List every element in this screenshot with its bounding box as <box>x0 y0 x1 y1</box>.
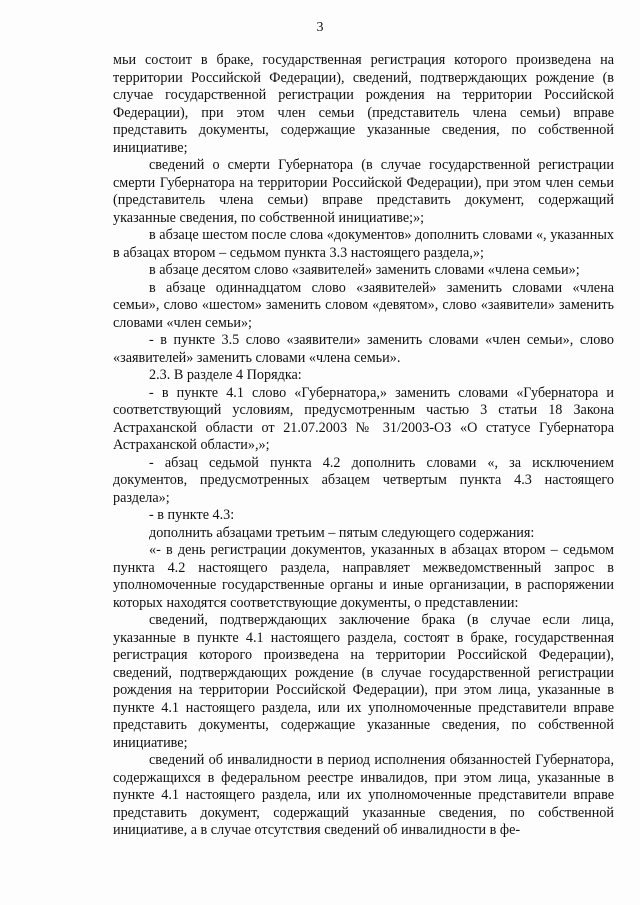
paragraph-point-4-2: - абзац седьмой пункта 4.2 дополнить словами «, за исключением документов, предусмотренных абзацем четвертым пункта 4.3 настоящего раздела»; <box>113 454 614 506</box>
paragraph-add-abzacs: дополнить абзацами третьим – пятым следующего содержания: <box>149 524 535 541</box>
paragraph-abzac-sixth: в абзаце шестом после слова «документов» дополнить словами «, указанных в абзацах втором – седьмом пункта 3.3 настоящего раздела,»; <box>113 227 614 261</box>
paragraph-point-4-1: - в пункте 4.1 слово «Губернатора,» заменить словами «Губернатора и соответствующий условиям, предусмотренным частью 3 статьи 18 Закона Астраханской области от 21.07.2003 № 31/2003-ОЗ «О статусе Губернатора Астраханской области»,»; <box>113 384 614 453</box>
paragraph-point-4-3: - в пункте 4.3: <box>149 507 235 523</box>
paragraph-marriage-info: сведений, подтверждающих заключение брака (в случае если лица, указанные в пункте 4.1 настоящего раздела, состоят в браке, государственная регистрация которого произведена на территории Российской Федерации), сведений, подтверждающих рождение (в случае государственной регистрации рождения на территории Российской Федерации), при этом лица, указанные в пункте 4.1 настоящего раздела, или их уполномоченные представители вправе представить документы, содержащие указанные сведения, по собственной инициативе; <box>113 612 614 751</box>
document-body <box>113 52 614 840</box>
paragraph-section-heading: 2.3. В разделе 4 Порядка: <box>149 367 302 383</box>
paragraph-death-info: сведений о смерти Губернатора (в случае государственной регистрации смерти Губернатора на территории Российской Федерации), при этом член семьи (представитель члена семьи) вправе представить документ, содержащий указанные сведения, по собственной инициативе;»; <box>113 157 614 226</box>
paragraph-disability-info: сведений об инвалидности в период исполнения обязанностей Губернатора, содержащихся в федеральном реестре инвалидов, при этом лица, указанные в пункте 4.1 настоящего раздела, или их уполномоченные представители вправе представить документ, содержащий указанные сведения, по собственной инициативе, а в случае отсутствия сведений об инвалидности в фе- <box>113 752 614 838</box>
paragraph-abzac-eleventh: в абзаце одиннадцатом слово «заявителей» заменить словами «члена семьи», слово «шестом» заменить словом «девятом», слово «заявители» заменить словами «член семьи»; <box>113 279 614 331</box>
paragraph-continuation: мьи состоит в браке, государственная регистрация которого произведена на территории Российской Федерации), сведений, подтверждающих рождение (в случае государственной регистрации рождения на территории Российской Федерации), при этом член семьи (представитель члена семьи) вправе представить документы, содержащие указанные сведения, по собственной инициативе; <box>113 52 614 156</box>
page-number: 3 <box>316 20 324 35</box>
paragraph-point-3-5: - в пункте 3.5 слово «заявители» заменить словами «член семьи», слово «заявителей» заменить словами «члена семьи». <box>113 332 614 366</box>
paragraph-abzac-tenth: в абзаце десятом слово «заявителей» заменить словами «члена семьи»; <box>149 262 580 278</box>
paragraph-registration-day: «- в день регистрации документов, указанных в абзацах втором – седьмом пункта 4.2 настоящего раздела, направляет межведомственный запрос в уполномоченные государственные органы и иные организации, в распоряжении которых находятся соответствующие документы, о представлении: <box>113 542 614 611</box>
